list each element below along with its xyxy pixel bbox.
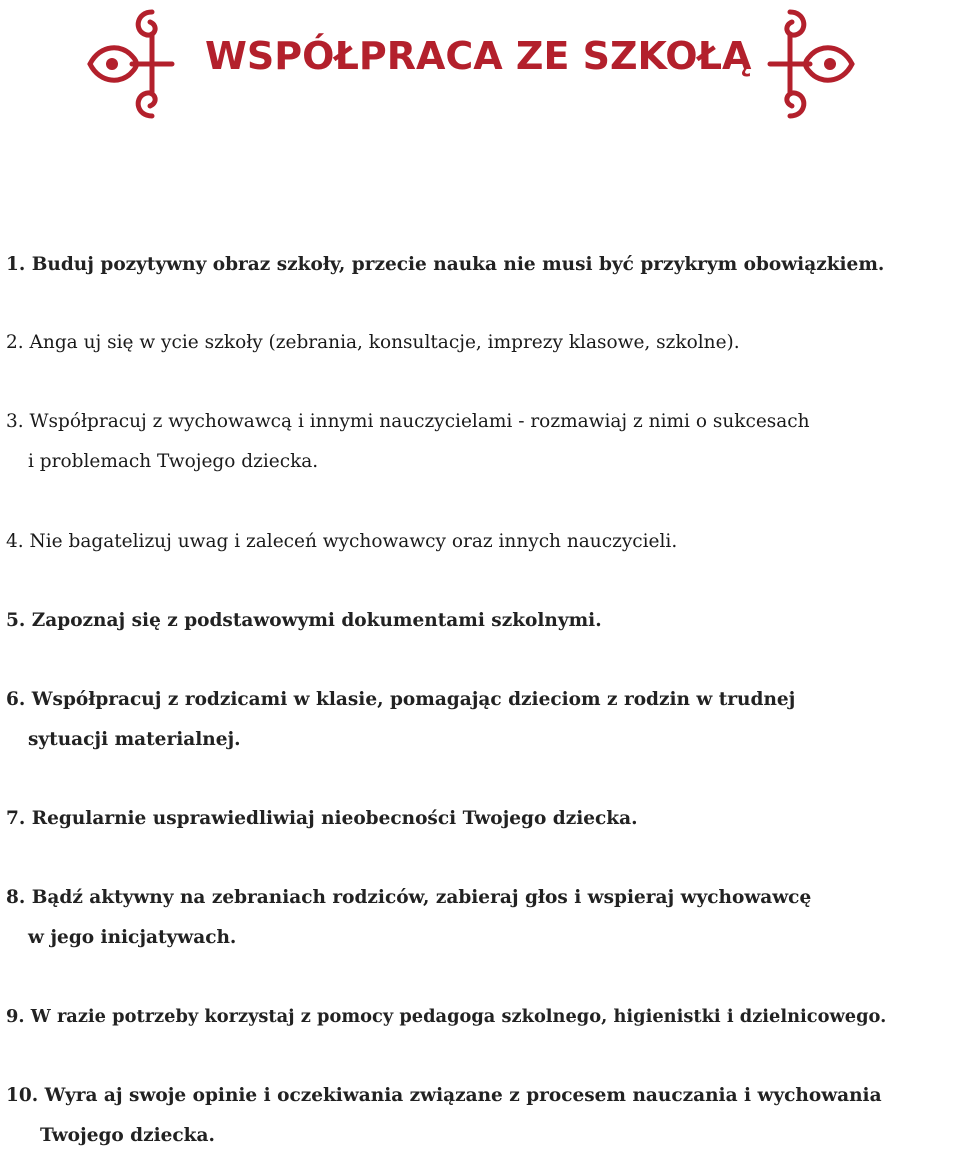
item-number: 4.: [6, 531, 24, 552]
item-text: W razie potrzeby korzystaj z pomocy pedagoga szkolnego, higienistki i dzielnicowego.: [30, 1006, 887, 1027]
item-text-continued: i problemach Twojego dziecka.: [28, 451, 319, 472]
list-item: [6, 680, 958, 760]
item-number: 3.: [6, 411, 24, 432]
item-text: Wyra aj swoje opinie i oczekiwania związane z procesem nauczania i wychowania: [44, 1085, 882, 1106]
page-title: WSPÓŁPRACA ZE SZKOŁĄ: [205, 34, 752, 78]
item-number: 7.: [6, 808, 26, 829]
item-text: Buduj pozytywny obraz szkoły, przecie nauka nie musi być przykrym obowiązkiem.: [31, 254, 885, 275]
item-number: 6.: [6, 689, 26, 710]
item-number: 8.: [6, 887, 26, 908]
item-number: 1.: [6, 254, 26, 275]
list-item: [6, 1076, 958, 1156]
item-text: Anga uj się w ycie szkoły (zebrania, konsultacje, imprezy klasowe, szkolne).: [29, 332, 740, 353]
list-item: [6, 245, 958, 285]
item-text: Współpracuj z wychowawcą i innymi nauczycielami - rozmawiaj z nimi o sukcesach: [29, 411, 810, 432]
item-text: Regularnie usprawiedliwiaj nieobecności Twojego dziecka.: [31, 808, 638, 829]
list-item: [6, 323, 958, 363]
item-text-continued: sytuacji materialnej.: [28, 729, 241, 750]
list-item: [6, 878, 958, 958]
item-number: 5.: [6, 610, 26, 631]
item-text: Współpracuj z rodzicami w klasie, pomagając dzieciom z rodzin w trudnej: [31, 689, 796, 710]
list-item: [6, 522, 958, 562]
item-text: Bądź aktywny na zebraniach rodziców, zabieraj głos i wspieraj wychowawcę: [31, 887, 812, 908]
item-number: 10.: [6, 1085, 39, 1106]
item-text: Zapoznaj się z podstawowymi dokumentami szkolnymi.: [31, 610, 602, 631]
item-text-continued: Twojego dziecka.: [40, 1125, 215, 1146]
item-number: 2.: [6, 332, 24, 353]
list-item: [6, 799, 958, 839]
list-item: [6, 601, 958, 641]
item-text: Nie bagatelizuj uwag i zaleceń wychowawcy oraz innych nauczycieli.: [29, 531, 678, 552]
item-text-continued: w jego inicjatywach.: [28, 927, 237, 948]
list-item: [6, 997, 958, 1037]
list-item: [6, 402, 958, 482]
item-number: 9.: [6, 1006, 25, 1027]
